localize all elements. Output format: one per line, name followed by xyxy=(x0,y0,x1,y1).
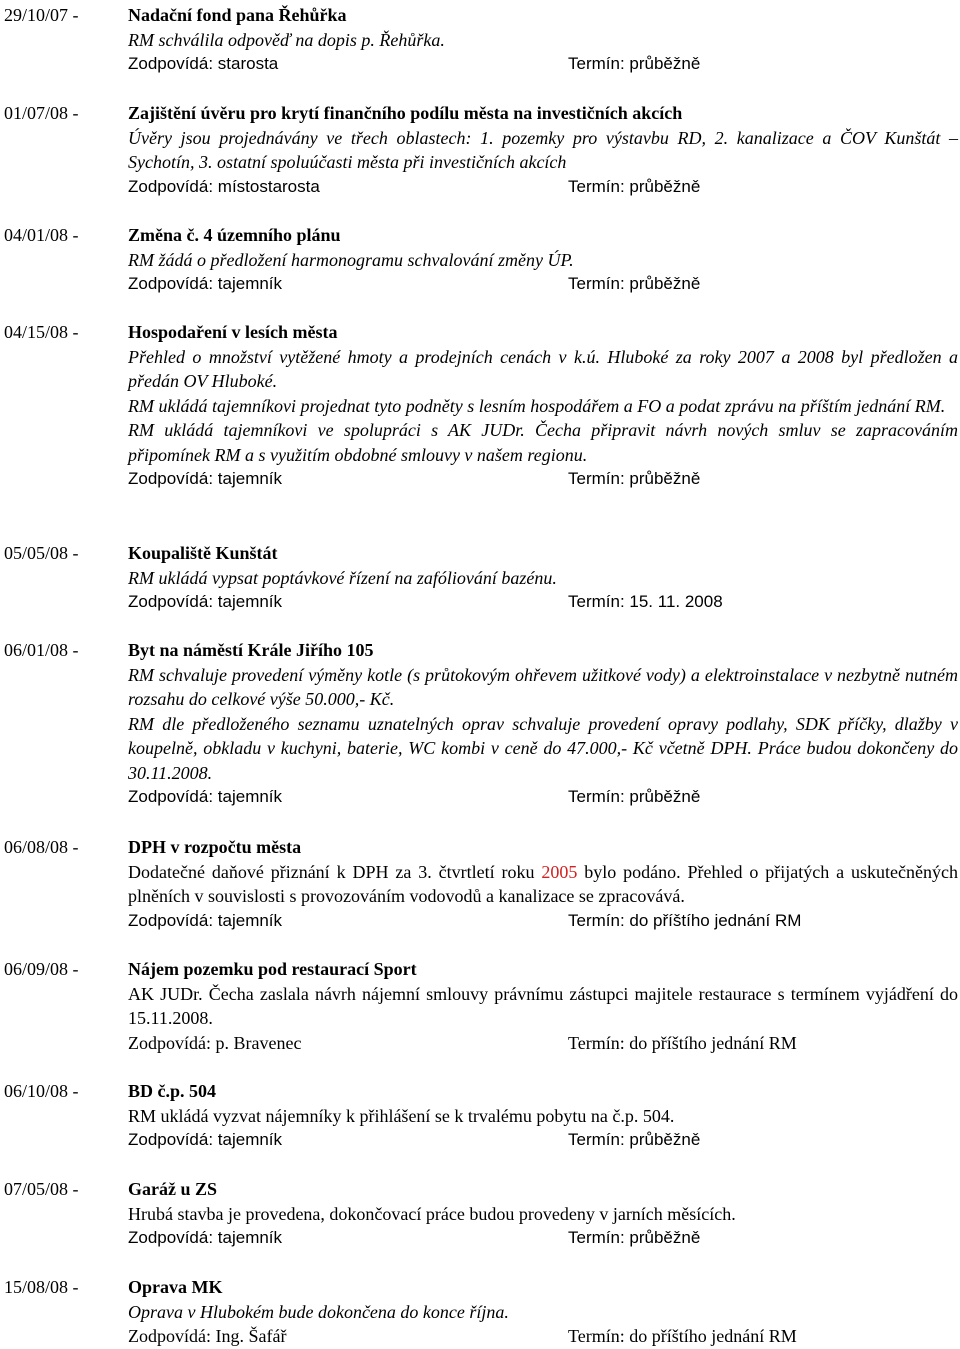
entry-title: Nájem pozemku pod restaurací Sport xyxy=(128,959,417,979)
entry-text: Přehled o množství vytěžené hmoty a prodejních cenách v k.ú. Hluboké za roky 2007 a 2008 byl předložen a předán OV Hluboké. xyxy=(128,346,958,391)
entry-date: 04/01/08 - xyxy=(4,225,79,245)
entry-text: Hrubá stavba je provedena, dokončovací práce budou provedeny v jarních měsících. xyxy=(128,1203,736,1224)
entry-title: Hospodaření v lesích města xyxy=(128,322,338,342)
deadline: Termín: do příštího jednání RM xyxy=(568,1326,797,1346)
entry-title: BD č.p. 504 xyxy=(128,1081,217,1101)
responsibility-row xyxy=(128,175,958,200)
deadline: Termín: do příštího jednání RM xyxy=(568,910,802,930)
deadline: Termín: průběžně xyxy=(568,176,701,196)
responsible-person: Zodpovídá: Ing. Šafář xyxy=(128,1326,287,1346)
deadline: Termín: průběžně xyxy=(568,54,701,73)
entry-content xyxy=(128,1079,958,1153)
entry-text: RM ukládá vypsat poptávkové řízení na zafóliování bazénu. xyxy=(128,567,557,588)
responsibility-row xyxy=(128,1324,958,1349)
entry-title: Byt na náměstí Krále Jiřího 105 xyxy=(128,640,374,660)
entry-text: RM ukládá tajemníkovi projednat tyto podněty s lesním hospodářem a FO a podat zprávu na příštím jednání RM. xyxy=(128,395,946,416)
agenda-entry xyxy=(0,320,960,492)
entry-title: Koupaliště Kunštát xyxy=(128,543,278,563)
deadline: Termín: průběžně xyxy=(568,787,701,806)
agenda-entry xyxy=(0,957,960,1055)
entry-date: 06/01/08 - xyxy=(4,640,79,660)
entry-text: RM dle předloženého seznamu uznatelných oprav schvaluje provedení opravy podlahy, SDK příčky, dlažby v koupelně, obkladu v kuchyni, baterie, WC kombi v ceně do 47.000,- Kč včetně DPH. Práce budou dokončeny do 30.11.2008. xyxy=(128,713,958,783)
deadline: Termín: průběžně xyxy=(568,469,701,488)
entry-content xyxy=(128,541,958,615)
entry-text-part: bylo podáno. Přehled o přijatých a uskutečněných plněních v souvislosti s provozováním vodovodů a kanalizace se zpracovává. xyxy=(128,861,958,906)
responsible-person: Zodpovídá: tajemník xyxy=(128,1130,283,1149)
entry-title: Garáž u ZS xyxy=(128,1179,218,1199)
responsible-person: Zodpovídá: tajemník xyxy=(128,910,283,930)
agenda-entry xyxy=(0,1275,960,1349)
responsibility-row xyxy=(128,590,958,615)
entry-title: Oprava MK xyxy=(128,1277,223,1297)
responsibility-row xyxy=(128,1128,958,1153)
entry-text: Úvěry jsou projednávány ve třech oblastech: 1. pozemky pro výstavbu RD, 2. kanalizace a ČOV Kunštát – Sychotín, 3. ostatní spoluúčasti města při investičních akcích xyxy=(128,127,958,172)
entry-title: Změna č. 4 územního plánu xyxy=(128,225,341,245)
entry-date: 15/08/08 - xyxy=(4,1277,79,1297)
agenda-entry xyxy=(0,835,960,933)
entry-content xyxy=(128,1177,958,1251)
deadline: Termín: 15. 11. 2008 xyxy=(568,592,723,611)
deadline: Termín: průběžně xyxy=(568,1228,701,1247)
agenda-entry xyxy=(0,638,960,810)
responsible-person: Zodpovídá: místostarosta xyxy=(128,176,320,196)
responsibility-row xyxy=(128,272,958,297)
responsibility-row xyxy=(128,1031,958,1056)
responsibility-row xyxy=(128,909,958,934)
responsible-person: Zodpovídá: p. Bravenec xyxy=(128,1032,302,1053)
deadline: Termín: průběžně xyxy=(568,1130,701,1149)
responsible-person: Zodpovídá: tajemník xyxy=(128,787,283,806)
responsibility-row xyxy=(128,785,958,810)
entry-title: Nadační fond pana Řehůřka xyxy=(128,5,347,25)
responsible-person: Zodpovídá: starosta xyxy=(128,54,279,73)
entry-text: RM schvaluje provedení výměny kotle (s průtokovým ohřevem užitkové vody) a elektroinstalace v nezbytně nutném rozsahu do celkové výše 50.000,- Kč. xyxy=(128,664,958,709)
entry-content xyxy=(128,320,958,492)
deadline: Termín: do příštího jednání RM xyxy=(568,1032,797,1053)
responsibility-row xyxy=(128,467,958,492)
agenda-entry xyxy=(0,1177,960,1251)
entry-date: 04/15/08 - xyxy=(4,322,79,342)
entry-title: DPH v rozpočtu města xyxy=(128,837,302,857)
entry-content xyxy=(128,638,958,810)
entry-date: 05/05/08 - xyxy=(4,543,79,563)
entry-text-part: Dodatečné daňové přiznání k DPH za 3. čtvrtletí roku xyxy=(128,861,542,882)
agenda-entry xyxy=(0,1079,960,1153)
entry-text: RM ukládá tajemníkovi ve spolupráci s AK JUDr. Čecha připravit návrh nových smluv se zapracováním připomínek RM a s využitím obdobné smlouvy v našem regionu. xyxy=(128,420,958,465)
entry-content xyxy=(128,101,958,199)
entry-date: 06/08/08 - xyxy=(4,837,79,857)
responsibility-row xyxy=(128,1226,958,1251)
entry-text: RM schválila odpověď na dopis p. Řehůřka. xyxy=(128,29,445,50)
entry-content xyxy=(128,223,958,297)
entry-date: 07/05/08 - xyxy=(4,1179,79,1199)
responsible-person: Zodpovídá: tajemník xyxy=(128,469,283,488)
agenda-entry xyxy=(0,223,960,297)
agenda-entry xyxy=(0,3,960,77)
entry-content xyxy=(128,957,958,1055)
agenda-entry xyxy=(0,541,960,615)
highlighted-year: 2005 xyxy=(541,861,578,882)
entry-text: RM žádá o předložení harmonogramu schvalování změny ÚP. xyxy=(128,249,574,270)
responsibility-row xyxy=(128,52,958,77)
responsible-person: Zodpovídá: tajemník xyxy=(128,1228,283,1247)
entry-title: Zajištění úvěru pro krytí finančního podílu města na investičních akcích xyxy=(128,103,683,123)
entry-text: Oprava v Hlubokém bude dokončena do konce října. xyxy=(128,1301,509,1322)
entry-content xyxy=(128,835,958,933)
entry-text: AK JUDr. Čecha zaslala návrh nájemní smlouvy právnímu zástupci majitele restaurace s termínem vyjádření do 15.11.2008. xyxy=(128,983,958,1028)
entry-text xyxy=(128,860,958,909)
entry-content xyxy=(128,3,958,77)
entry-date: 29/10/07 - xyxy=(4,5,79,25)
entry-text: RM ukládá vyzvat nájemníky k přihlášení se k trvalému pobytu na č.p. 504. xyxy=(128,1105,675,1126)
deadline: Termín: průběžně xyxy=(568,274,701,293)
entry-content xyxy=(128,1275,958,1349)
responsible-person: Zodpovídá: tajemník xyxy=(128,274,283,293)
entry-date: 06/10/08 - xyxy=(4,1081,79,1101)
entry-date: 06/09/08 - xyxy=(4,959,79,979)
responsible-person: Zodpovídá: tajemník xyxy=(128,592,283,611)
entry-date: 01/07/08 - xyxy=(4,103,79,123)
agenda-entry xyxy=(0,101,960,199)
